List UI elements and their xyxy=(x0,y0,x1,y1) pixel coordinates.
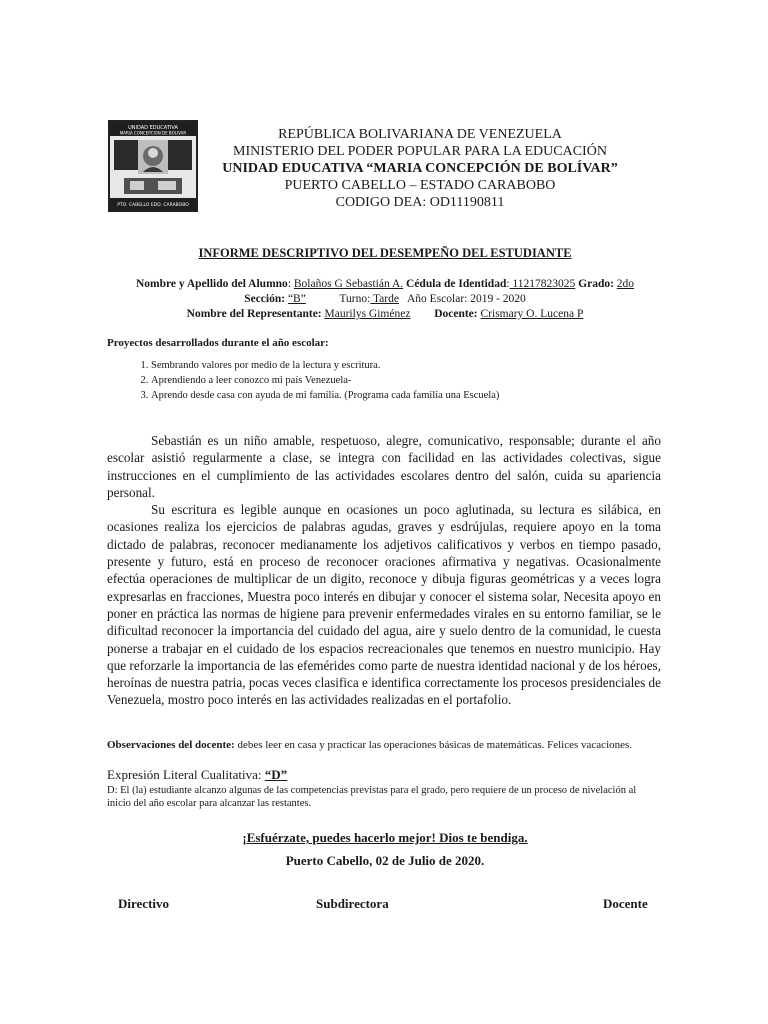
student-info-line-3 xyxy=(100,306,670,322)
school-logo xyxy=(108,120,198,212)
literal-expression xyxy=(107,767,287,783)
projects-heading: Proyectos desarrollados durante el año escolar: xyxy=(107,337,329,349)
logo-top-text: UNIDAD EDUCATIVA xyxy=(128,125,178,131)
header-school: UNIDAD EDUCATIVA “MARIA CONCEPCIÓN DE BOLÍVAR” xyxy=(222,161,618,176)
literal-value: “D” xyxy=(264,767,288,782)
header-dea-code: CODIGO DEA: OD11190811 xyxy=(335,195,505,210)
description-paragraph-2: Su escritura es legible aunque en ocasiones un poco aglutinada, su lectura es silábica, en ocasiones realiza los ejercicios de palabras agudas, graves y esdrújulas, requiere apoyo en la toma dictado de palabras, reconocer medianamente los adjetivos calificativos y verbos en tiempo pasado, presente y futuro, está en proceso de reconocer oraciones afirmativa y negativas. Ocasionalmente efectúa operaciones de multiplicar de un digito, reconoce y dibuja figuras geométricas y a veces logra expresarlas en fracciones, Muestra poco interés en dibujar y conocer el sistema solar, Necesita apoyo en poner en práctica las normas de higiene para prevenir enfermedades virales en su entorno familiar, se le dificultad reconocer la importancia del cuidado del agua, aire y suelo dentro de la comunidad, le cuesta ponerse a trabajar en el cuidado de los espacios recreacionales que tenemos en nuestro municipio. Hay que reforzarle la importancia de las efemérides como parte de nuestra identidad nacional y de los héroes, heroínas de nuestra patria, pocas veces clasifica e identifica correctamente los procesos presidenciales de Venezuela, mostro poco interés en las actividades realizadas en el portafolio. xyxy=(107,502,661,708)
student-id-value: 11217823025 xyxy=(509,278,576,290)
header-republic: REPÚBLICA BOLIVARIANA DE VENEZUELA xyxy=(278,127,562,142)
header-location: PUERTO CABELLO – ESTADO CARABOBO xyxy=(284,178,556,193)
teacher-label: Docente: xyxy=(434,308,478,320)
school-seal-icon xyxy=(110,122,196,210)
teacher-value: Crismary O. Lucena P xyxy=(480,308,584,320)
representative-label: Nombre del Representante: xyxy=(186,308,322,320)
grade-label: Grado: xyxy=(578,278,614,290)
student-id-label: Cédula de Identidad xyxy=(406,278,507,290)
literal-label: Expresión Literal Cualitativa: xyxy=(107,767,265,782)
teacher-observations xyxy=(107,738,661,752)
section-value: “B” xyxy=(287,293,306,305)
description-body xyxy=(107,432,661,709)
turno-label: Turno: xyxy=(339,293,371,305)
student-name-value: Bolaños G Sebastián A. xyxy=(293,278,404,290)
school-year-label: Año Escolar: xyxy=(406,293,468,305)
student-info-line-2 xyxy=(100,291,670,307)
description-paragraph-1: Sebastián es un niño amable, respetuoso, alegre, comunicativo, responsable; durante el año escolar asistió regularmente a clase, se integra con facilidad en las actividades colectivas, sigue instrucciones en el cumplimiento de las actividades escolares dentro del salón, cuida su apariencia personal. xyxy=(107,433,661,500)
school-year-value: 2019 - 2020 xyxy=(470,293,526,305)
project-item: 3. Aprendo desde casa con ayuda de mi familia. (Programa cada familia una Escuela) xyxy=(151,388,661,403)
project-item: 2. Aprendiendo a leer conozco mi país Venezuela- xyxy=(151,373,661,388)
report-title: INFORME DESCRIPTIVO DEL DESEMPEÑO DEL ESTUDIANTE xyxy=(198,246,572,260)
logo-top-text-2: MARIA CONCEPCION DE BOLIVAR xyxy=(119,130,187,136)
turno-value: Tarde xyxy=(370,293,399,305)
literal-description: D: El (la) estudiante alcanzo algunas de las competencias previstas para el grado, pero requiere de un proceso de nivelación al inicio del año escolar para alcanzar las restantes. xyxy=(107,785,637,809)
section-label: Sección: xyxy=(244,293,286,305)
logo-bottom-text: PTO. CABELLO EDO. CARABOBO xyxy=(117,203,189,208)
place-date: Puerto Cabello, 02 de Julio de 2020. xyxy=(285,853,485,868)
signature-teacher: Docente xyxy=(603,896,648,911)
representative-value: Maurilys Giménez xyxy=(324,308,411,320)
motto: ¡Esfuérzate, puedes hacerlo mejor! Dios te bendiga. xyxy=(242,830,528,845)
project-item: 1. Sembrando valores por medio de la lectura y escritura. xyxy=(151,358,661,373)
observations-text: debes leer en casa y practicar las operaciones básicas de matemáticas. Felices vacaciones. xyxy=(234,739,633,751)
student-name-label: Nombre y Apellido del Alumno xyxy=(135,278,288,290)
projects-list xyxy=(107,358,661,403)
signature-subdirector: Subdirectora xyxy=(316,896,389,911)
student-info-line-1: Nombre y Apellido del Alumno: Bolaños G Sebastián A. Cédula de Identidad: 11217823025 Grado: 2do xyxy=(135,278,635,290)
header-ministry: MINISTERIO DEL PODER POPULAR PARA LA EDUCACIÓN xyxy=(233,144,607,159)
observations-label: Observaciones del docente: xyxy=(107,739,235,751)
grade-value: 2do xyxy=(616,278,635,290)
signature-director: Directivo xyxy=(118,896,170,911)
